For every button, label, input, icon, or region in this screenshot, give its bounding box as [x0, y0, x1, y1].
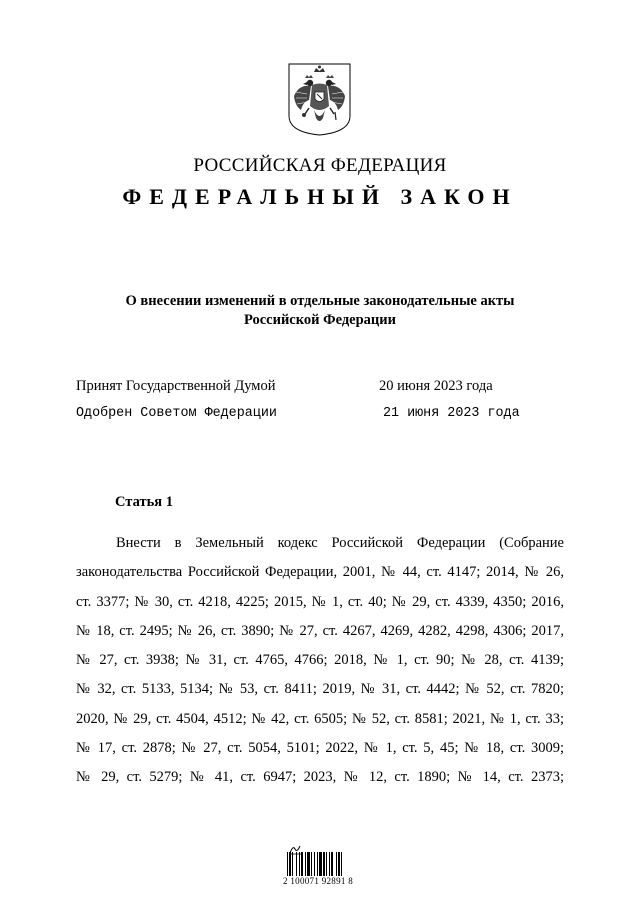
article-title: Статья 1	[115, 494, 173, 510]
body-line: № 32, ст. 5133, 5134; № 53, ст. 8411; 2019, № 31, ст. 4442; № 52, ст. 7820;	[76, 681, 564, 698]
law-type-heading: ФЕДЕРАЛЬНЫЙ ЗАКОН	[122, 184, 518, 209]
adoption-council-row	[76, 406, 576, 426]
barcode	[287, 852, 369, 876]
subject-line-1: О внесении изменений в отдельные законодательные акты	[125, 293, 515, 309]
country-name: РОССИЙСКАЯ ФЕДЕРАЦИЯ	[193, 155, 447, 176]
duma-date: 20 июня 2023 года	[379, 378, 493, 394]
body-line: № 18, ст. 2495; № 26, ст. 3890; № 27, ст. 4267, 4269, 4282, 4298, 4306; 2017,	[76, 622, 564, 639]
body-line: ст. 3377; № 30, ст. 4218, 4225; 2015, № 1, ст. 40; № 29, ст. 4339, 4350; 2016,	[76, 593, 564, 610]
subject-line-2: Российской Федерации	[243, 312, 396, 328]
law-subject-title	[0, 292, 640, 330]
barcode-number: 2 100071 92891 8	[283, 876, 354, 886]
adoption-duma-row	[76, 378, 576, 398]
body-line: № 17, ст. 2878; № 27, ст. 5054, 5101; 2022, № 1, ст. 5, 45; № 18, ст. 3009;	[76, 740, 564, 757]
council-date: 21 июня 2023 года	[383, 406, 520, 421]
body-line: Внести в Земельный кодекс Российской Федерации (Собрание	[116, 535, 564, 551]
duma-label: Принят Государственной Думой	[76, 378, 276, 394]
body-line: законодательства Российской Федерации, 2001, № 44, ст. 4147; 2014, № 26,	[76, 564, 564, 581]
coat-of-arms-emblem	[287, 62, 352, 137]
body-line: 2020, № 29, ст. 4504, 4512; № 42, ст. 6505; № 52, ст. 8581; 2021, № 1, ст. 33;	[76, 710, 564, 727]
body-line: № 29, ст. 5279; № 41, ст. 6947; 2023, № 12, ст. 1890; № 14, ст. 2373;	[76, 769, 564, 786]
article-body	[76, 529, 564, 793]
body-line: № 27, ст. 3938; № 31, ст. 4765, 4766; 2018, № 1, ст. 90; № 28, ст. 4139;	[76, 652, 564, 669]
council-label: Одобрен Советом Федерации	[76, 406, 277, 421]
